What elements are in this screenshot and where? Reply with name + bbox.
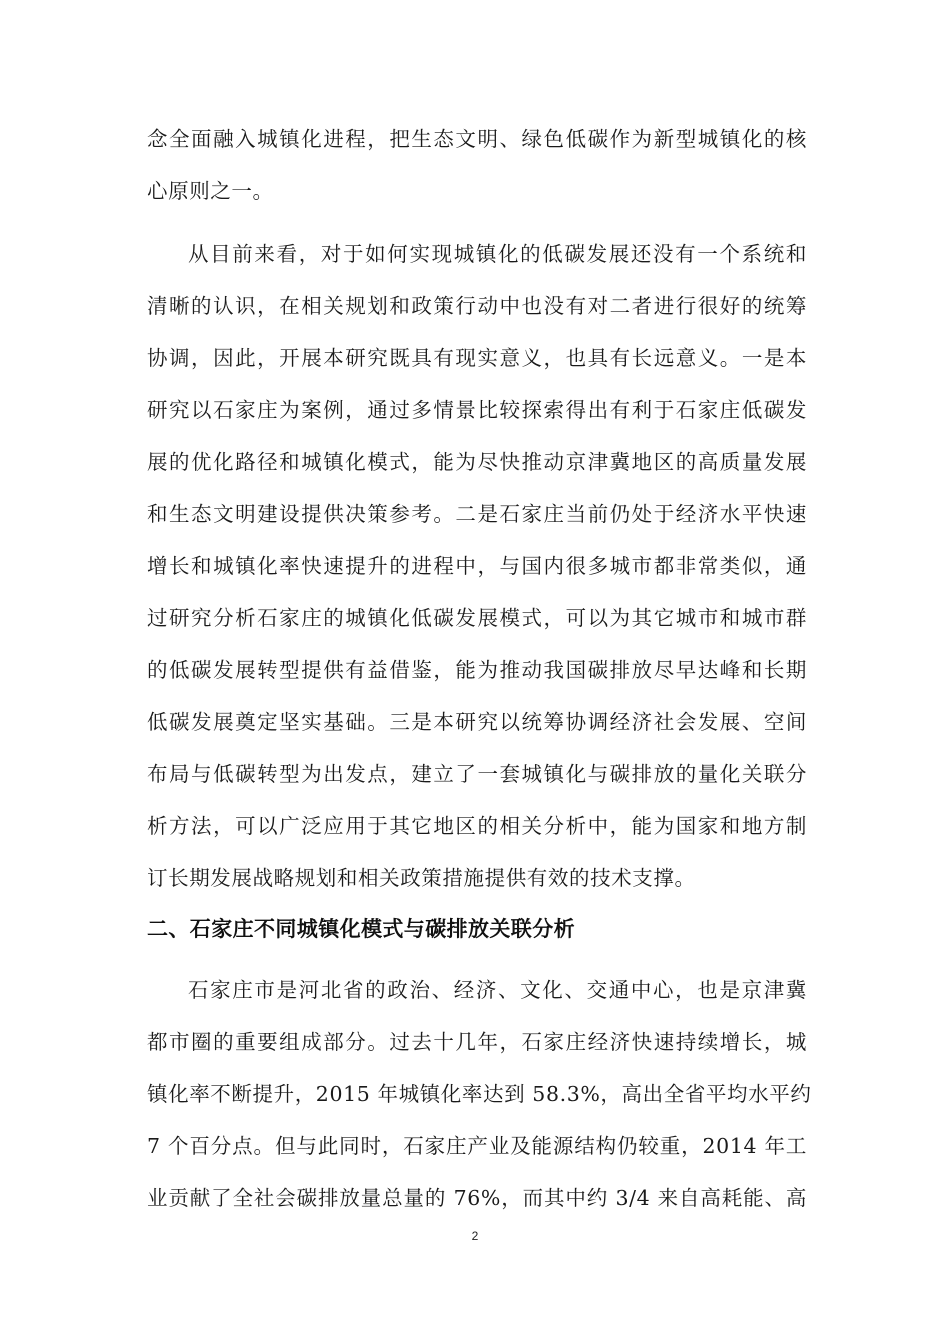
paragraph-3-line-2: 都市圈的重要组成部分。过去十几年，石家庄经济快速持续增长，城 — [147, 1030, 807, 1054]
paragraph-2-line-13: 订长期发展战略规划和相关政策措施提供有效的技术支撑。 — [147, 866, 696, 890]
paragraph-2-line-4: 研究以石家庄为案例，通过多情景比较探索得出有利于石家庄低碳发 — [147, 398, 807, 422]
paragraph-2-line-10: 低碳发展奠定坚实基础。三是本研究以统筹协调经济社会发展、空间 — [147, 710, 807, 734]
page-number: 2 — [471, 1229, 479, 1243]
paragraph-2-line-11: 布局与低碳转型为出发点，建立了一套城镇化与碳排放的量化关联分 — [147, 762, 807, 786]
paragraph-1-line-1: 念全面融入城镇化进程，把生态文明、绿色低碳作为新型城镇化的核 — [147, 127, 807, 151]
paragraph-3-line-5: 业贡献了全社会碳排放量总量的 76%，而其中约 3/4 来自高耗能、高 — [147, 1186, 807, 1210]
paragraph-3-line-1: 石家庄市是河北省的政治、经济、文化、交通中心，也是京津冀 — [188, 978, 807, 1002]
paragraph-2-line-3: 协调，因此，开展本研究既具有现实意义，也具有长远意义。一是本 — [147, 346, 807, 370]
paragraph-2-line-8: 过研究分析石家庄的城镇化低碳发展模式，可以为其它城市和城市群 — [147, 606, 807, 630]
paragraph-3-line-3: 镇化率不断提升，2015 年城镇化率达到 58.3%，高出全省平均水平约 — [147, 1082, 812, 1106]
paragraph-1-line-2: 心原则之一。 — [147, 179, 274, 203]
paragraph-2-line-12: 析方法，可以广泛应用于其它地区的相关分析中，能为国家和地方制 — [147, 814, 807, 838]
paragraph-2-line-2: 清晰的认识，在相关规划和政策行动中也没有对二者进行很好的统筹 — [147, 294, 807, 318]
paragraph-2-line-5: 展的优化路径和城镇化模式，能为尽快推动京津冀地区的高质量发展 — [147, 450, 807, 474]
section-heading: 二、石家庄不同城镇化模式与碳排放关联分析 — [147, 917, 575, 941]
paragraph-3-line-4: 7 个百分点。但与此同时，石家庄产业及能源结构仍较重，2014 年工 — [147, 1134, 807, 1158]
paragraph-2-line-6: 和生态文明建设提供决策参考。二是石家庄当前仍处于经济水平快速 — [147, 502, 807, 526]
paragraph-2-line-9: 的低碳发展转型提供有益借鉴，能为推动我国碳排放尽早达峰和长期 — [147, 658, 807, 682]
paragraph-2-line-1: 从目前来看，对于如何实现城镇化的低碳发展还没有一个系统和 — [188, 242, 807, 266]
paragraph-2-line-7: 增长和城镇化率快速提升的进程中，与国内很多城市都非常类似，通 — [147, 554, 807, 578]
